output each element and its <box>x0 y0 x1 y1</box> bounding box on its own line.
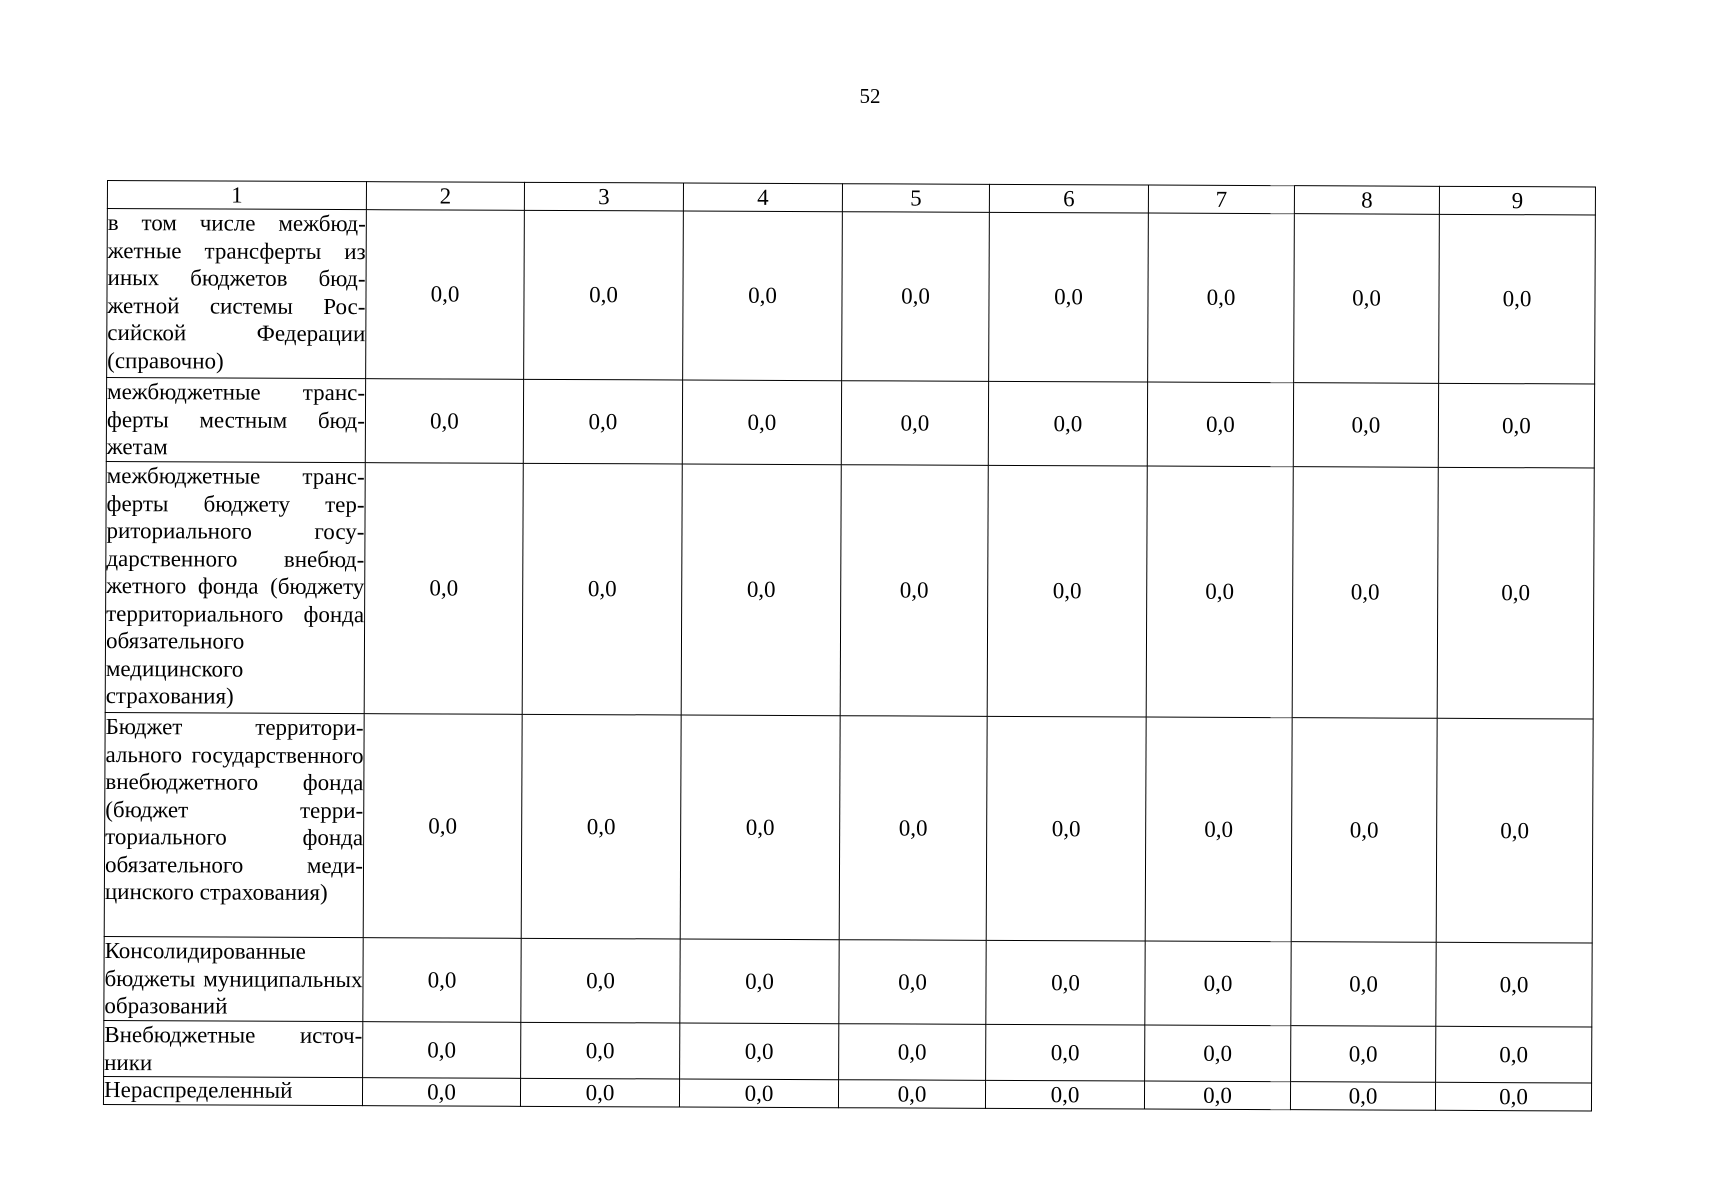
table-cell: 0,0 <box>1291 718 1437 943</box>
table-cell: 0,0 <box>1292 467 1438 719</box>
table-cell: 0,0 <box>1144 1081 1290 1110</box>
table-cell: 0,0 <box>1436 1026 1592 1083</box>
table-cell: 0,0 <box>841 381 988 466</box>
table-cell: 0,0 <box>986 1024 1145 1081</box>
table-cell: 0,0 <box>362 1078 520 1107</box>
table-cell: 0,0 <box>521 938 680 1023</box>
table-cell: 0,0 <box>1145 1025 1291 1082</box>
budget-table <box>103 180 1596 1111</box>
table-cell: 0,0 <box>1293 383 1438 468</box>
table-cell: 0,0 <box>1291 942 1436 1027</box>
column-header: 3 <box>524 182 683 211</box>
table-cell: 0,0 <box>838 1080 985 1109</box>
table-cell: 0,0 <box>839 1024 986 1081</box>
table-cell: 0,0 <box>365 379 523 464</box>
table-row <box>107 209 1596 384</box>
table-row <box>104 936 1592 1026</box>
row-label: Консолидированные бюджеты муниципальных образований <box>104 936 363 1021</box>
table-cell: 0,0 <box>1438 383 1594 468</box>
table-cell: 0,0 <box>523 379 682 464</box>
table-cell: 0,0 <box>682 380 841 465</box>
table-cell: 0,0 <box>364 463 523 715</box>
column-header: 2 <box>366 182 524 211</box>
column-header: 9 <box>1439 186 1595 215</box>
table-cell: 0,0 <box>680 939 839 1024</box>
table-cell: 0,0 <box>363 1022 521 1079</box>
row-label: Внебюджетные источники <box>104 1020 363 1077</box>
table-cell: 0,0 <box>1436 942 1592 1027</box>
table-cell: 0,0 <box>839 940 986 1025</box>
table-cell: 0,0 <box>1291 1026 1436 1083</box>
table-cell: 0,0 <box>366 210 525 380</box>
column-header: 5 <box>842 184 989 213</box>
table-row <box>104 1020 1592 1082</box>
table-cell: 0,0 <box>986 716 1146 941</box>
table-cell: 0,0 <box>680 1023 839 1080</box>
table-cell: 0,0 <box>1290 1082 1435 1111</box>
column-header: 8 <box>1294 186 1439 215</box>
column-header: 1 <box>107 181 366 210</box>
table-row <box>104 712 1593 942</box>
table-cell: 0,0 <box>680 715 840 940</box>
table-cell: 0,0 <box>521 714 681 939</box>
table-cell: 0,0 <box>839 716 987 941</box>
table-cell: 0,0 <box>1145 717 1292 942</box>
table-cell: 0,0 <box>988 381 1147 466</box>
table-cell: 0,0 <box>987 465 1147 717</box>
table-cell: 0,0 <box>683 211 843 381</box>
column-header: 6 <box>989 184 1148 213</box>
table-cell: 0,0 <box>363 938 521 1023</box>
column-header: 7 <box>1148 185 1294 214</box>
table-cell: 0,0 <box>681 464 841 716</box>
table-cell: 0,0 <box>1436 718 1593 943</box>
page-number: 52 <box>859 84 881 108</box>
table-cell: 0,0 <box>521 1022 680 1079</box>
table-row <box>105 461 1594 718</box>
table-row <box>106 378 1594 468</box>
table-cell: 0,0 <box>522 463 682 715</box>
table-cell: 0,0 <box>679 1079 838 1108</box>
table-cell: 0,0 <box>1437 467 1594 719</box>
table-cell: 0,0 <box>842 212 990 382</box>
table-cell: 0,0 <box>1147 382 1293 467</box>
table-cell: 0,0 <box>524 210 684 380</box>
table-cell: 0,0 <box>986 940 1145 1025</box>
table-cell: 0,0 <box>1148 213 1295 383</box>
table-cell: 0,0 <box>363 714 522 939</box>
table-cell: 0,0 <box>985 1080 1144 1109</box>
table-cell: 0,0 <box>1145 941 1291 1026</box>
table-cell: 0,0 <box>1294 214 1440 384</box>
row-label: Бюджет территориального государственного внебюджетного фонда (бюджет территориального фонда обязательного медицинского страхования) <box>104 712 364 937</box>
table-row <box>103 1076 1591 1110</box>
table-cell: 0,0 <box>1439 214 1596 384</box>
row-label: в том числе межбюджетные трансферты из иных бюджетов бюджетной системы Российской Федерации (справочно) <box>107 209 367 379</box>
table-container <box>103 180 1595 1111</box>
row-label: межбюджетные трансферты местным бюджетам <box>106 378 365 463</box>
column-header: 4 <box>683 183 842 212</box>
row-label: межбюджетные трансферты бюджету территориального государственного внебюджетного фонда (бюджету территориального фонда обязательного медицинского страхования) <box>105 461 365 713</box>
table-cell: 0,0 <box>520 1078 679 1107</box>
table-cell: 0,0 <box>989 212 1149 382</box>
row-label: Нераспределенный <box>103 1076 362 1105</box>
table-cell: 0,0 <box>1435 1082 1591 1111</box>
table-cell: 0,0 <box>840 465 988 717</box>
table-cell: 0,0 <box>1146 466 1293 718</box>
